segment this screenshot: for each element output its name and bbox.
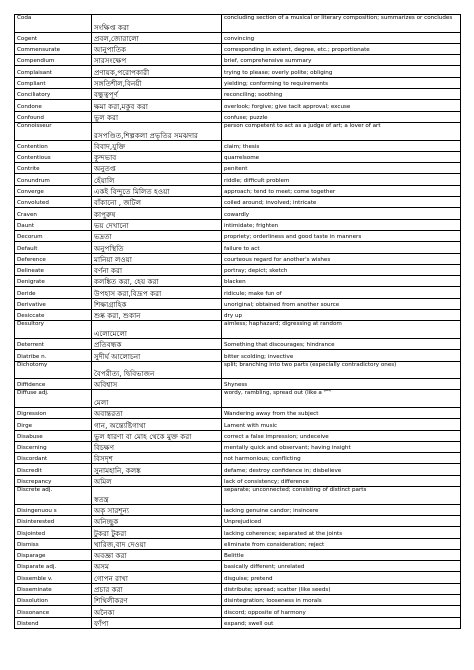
bengali-cell: কাপুরুষ	[92, 208, 222, 219]
word-cell: Default	[15, 242, 92, 253]
meaning-cell	[222, 100, 461, 111]
meaning-cell	[222, 321, 461, 339]
word-cell: Deference	[15, 253, 92, 264]
bengali-cell: ভদ্রতা	[92, 230, 222, 241]
meaning-text: quarrelsome	[224, 155, 260, 162]
table-row	[15, 379, 461, 390]
meaning-text: eliminate from consideration; reject	[224, 541, 325, 548]
word-cell: Discredit	[15, 464, 92, 475]
table-row	[15, 549, 461, 560]
meaning-cell	[222, 151, 461, 162]
meaning-text: basically different; unrelated	[224, 564, 305, 571]
table-row	[15, 163, 461, 174]
meaning-text: discord; opposite of harmony	[224, 609, 306, 616]
meaning-cell	[222, 32, 461, 43]
word-cell: Conundrum	[15, 174, 92, 185]
bengali-cell: ভুল করা	[92, 111, 222, 122]
meaning-text: Shyness	[224, 382, 248, 389]
bengali-cell: শিক্ষাগ্রাহিক	[92, 298, 222, 309]
meaning-cell	[222, 122, 461, 140]
meaning-text: unoriginal; obtained from another source	[224, 302, 340, 309]
meaning-cell	[222, 111, 461, 122]
word-cell: Dirge	[15, 419, 92, 430]
table-row	[15, 230, 461, 241]
meaning-cell	[222, 253, 461, 264]
meaning-cell	[222, 163, 461, 174]
meaning-text: person competent to act as a judge of art; a lover of art	[224, 122, 381, 129]
word-cell: Desiccate	[15, 310, 92, 321]
meaning-cell	[222, 310, 461, 321]
bengali-cell: সুনামহানি, কলঙ্ক	[92, 464, 222, 475]
table-row	[15, 350, 461, 361]
table-row	[15, 441, 461, 452]
word-cell: Contention	[15, 140, 92, 151]
table-row	[15, 77, 461, 88]
meaning-cell	[222, 464, 461, 475]
meaning-cell	[222, 430, 461, 441]
meaning-text: lack of consistency; difference	[224, 479, 309, 486]
bengali-cell: মেলা	[92, 390, 222, 408]
bengali-cell: ভয় দেখানো	[92, 219, 222, 230]
bengali-cell: বিসদৃশ	[92, 453, 222, 464]
meaning-cell	[222, 219, 461, 230]
table-row	[15, 185, 461, 196]
bengali-cell: একই বিন্দুতে মিলিত হওয়া	[92, 185, 222, 196]
bengali-cell: অবজ্ঞা করা	[92, 549, 222, 560]
meaning-text: not harmonious; conflicting	[224, 456, 301, 463]
word-cell: Distend	[15, 617, 92, 628]
table-row	[15, 55, 461, 66]
table-row	[15, 43, 461, 54]
bengali-cell: বর্ণনা করা	[92, 264, 222, 275]
bengali-cell: রসপণ্ডিত,শিল্পকলা প্রভৃতির সমঝদার	[92, 122, 222, 140]
word-cell: Dissonance	[15, 606, 92, 617]
word-cell: Connoisseur	[15, 122, 92, 140]
bengali-cell: গোপন রাখা	[92, 572, 222, 583]
table-row	[15, 32, 461, 43]
bengali-cell: এলোমেলো	[92, 321, 222, 339]
word-cell: Convoluted	[15, 197, 92, 208]
word-cell: Decorum	[15, 230, 92, 241]
word-cell: Dichotomy	[15, 361, 92, 379]
bengali-cell: অনৈক্য	[92, 606, 222, 617]
bengali-cell: বন্ধুত্বপূর্ণ	[92, 89, 222, 100]
word-cell: Cogent	[15, 32, 92, 43]
table-row	[15, 208, 461, 219]
table-row	[15, 111, 461, 122]
word-cell: Disparage	[15, 549, 92, 560]
meaning-superscript: gas)	[323, 389, 332, 393]
table-row	[15, 338, 461, 349]
meaning-cell	[222, 527, 461, 538]
table-row	[15, 515, 461, 526]
bengali-cell: শিথিলীকরণ	[92, 595, 222, 606]
meaning-cell	[222, 407, 461, 418]
meaning-cell	[222, 185, 461, 196]
table-row	[15, 361, 461, 379]
table-row	[15, 583, 461, 594]
meaning-cell	[222, 419, 461, 430]
bengali-cell: অনুতপ্ত	[92, 163, 222, 174]
meaning-text: Wandering away from the subject	[224, 411, 319, 418]
meaning-text: disintegration; looseness in morals	[224, 598, 322, 605]
bengali-cell: অনিচ্ছুক	[92, 515, 222, 526]
table-body	[15, 15, 461, 629]
meaning-text: corresponding in extent, degree, etc.; proportionate	[224, 47, 370, 54]
meaning-cell	[222, 89, 461, 100]
bengali-cell: স্বতন্ত্র	[92, 487, 222, 505]
meaning-text: aimless; haphazard; digressing at random	[224, 321, 342, 328]
meaning-cell	[222, 208, 461, 219]
meaning-text: disguise; pretend	[224, 575, 273, 582]
meaning-cell	[222, 504, 461, 515]
bengali-cell: কুন্দভাব	[92, 151, 222, 162]
table-row	[15, 430, 461, 441]
meaning-cell	[222, 583, 461, 594]
table-row	[15, 538, 461, 549]
meaning-cell	[222, 15, 461, 33]
table-row	[15, 617, 461, 628]
meaning-cell	[222, 561, 461, 572]
meaning-text: convincing	[224, 35, 255, 42]
meaning-text: confuse; puzzle	[224, 114, 268, 121]
word-cell: Contentious	[15, 151, 92, 162]
table-row	[15, 310, 461, 321]
meaning-text: brief, comprehensive summary	[224, 58, 312, 65]
bengali-cell: উপহাস করা,বিদ্রূপ করা	[92, 287, 222, 298]
word-cell: Denigrate	[15, 276, 92, 287]
meaning-text: intimidate; frighten	[224, 222, 279, 229]
word-cell: Discrepancy	[15, 475, 92, 486]
bengali-cell: প্রণায়ক,পরোপকারী	[92, 66, 222, 77]
meaning-text: Belittle	[224, 553, 244, 560]
word-cell: Disingenuou s	[15, 504, 92, 515]
word-cell: Derivative	[15, 298, 92, 309]
word-cell: Deride	[15, 287, 92, 298]
meaning-cell	[222, 390, 461, 408]
meaning-text: Something that discourages; hindrance	[224, 342, 335, 349]
meaning-text: cowardly	[224, 211, 250, 218]
meaning-cell	[222, 174, 461, 185]
word-cell: Digression	[15, 407, 92, 418]
meaning-text: coiled around; involved; intricate	[224, 200, 317, 207]
meaning-cell	[222, 379, 461, 390]
meaning-cell	[222, 441, 461, 452]
meaning-text: separate; unconnected; consisting of distinct parts	[224, 487, 367, 494]
meaning-text: split; branching into two parts (especially contradictory ones)	[224, 361, 397, 368]
table-row	[15, 264, 461, 275]
meaning-text: penitent	[224, 166, 248, 173]
meaning-cell	[222, 197, 461, 208]
table-row	[15, 219, 461, 230]
bengali-cell: প্রবল,জোরালো	[92, 32, 222, 43]
bengali-cell: সঙ্গতিশীল,বিনয়ী	[92, 77, 222, 88]
table-row	[15, 487, 461, 505]
meaning-text: yielding; conforming to requirements	[224, 81, 329, 88]
meaning-cell	[222, 55, 461, 66]
bengali-cell: অসম	[92, 561, 222, 572]
bengali-cell: অবিশ্বাস	[92, 379, 222, 390]
bengali-cell: কলঙ্কিত করা, হেয় করা	[92, 276, 222, 287]
bengali-cell: অবান্তরতা	[92, 407, 222, 418]
word-cell: Desultory	[15, 321, 92, 339]
table-row	[15, 321, 461, 339]
word-cell: Compliant	[15, 77, 92, 88]
vocabulary-table	[14, 14, 461, 629]
meaning-text: Lament with music	[224, 422, 278, 429]
meaning-text: approach; tend to meet; come together	[224, 189, 336, 196]
table-row	[15, 464, 461, 475]
meaning-cell	[222, 43, 461, 54]
word-cell: Commensurate	[15, 43, 92, 54]
bengali-cell: হেঁয়ালি	[92, 174, 222, 185]
bengali-cell: ক্ষমা করা,মকুব করা	[92, 100, 222, 111]
meaning-cell	[222, 487, 461, 505]
bengali-cell: শুষ্ক করা, শুকান	[92, 310, 222, 321]
table-row	[15, 572, 461, 583]
meaning-text: wordy, rambling, spread out (like a	[224, 390, 322, 397]
bengali-cell: মানিয়া লওয়া	[92, 253, 222, 264]
table-row	[15, 453, 461, 464]
meaning-text: lacking coherence; separated at the joints	[224, 530, 343, 537]
meaning-text: mentally quick and observant; having insight	[224, 445, 351, 452]
meaning-cell	[222, 606, 461, 617]
table-row	[15, 407, 461, 418]
meaning-cell	[222, 453, 461, 464]
bengali-cell: ভুল ধারণা বা মোহ থেকে মুক্ত করা	[92, 430, 222, 441]
bengali-cell: খারিজ,বাদ দেওয়া	[92, 538, 222, 549]
word-cell: Craven	[15, 208, 92, 219]
table-row	[15, 140, 461, 151]
meaning-text: courteous regard for another's wishes	[224, 256, 331, 263]
meaning-text: failure to act	[224, 245, 260, 252]
meaning-cell	[222, 338, 461, 349]
bengali-cell: বাঁকানো , জটিল	[92, 197, 222, 208]
meaning-cell	[222, 538, 461, 549]
table-row	[15, 122, 461, 140]
bengali-cell: টুকরা টুকরা	[92, 527, 222, 538]
meaning-text: bitter scolding; invective	[224, 353, 294, 360]
word-cell: Contrite	[15, 163, 92, 174]
word-cell: Diatribe n.	[15, 350, 92, 361]
meaning-text: overlook; forgive; give tacit approval; excuse	[224, 103, 351, 110]
table-row	[15, 100, 461, 111]
table-row	[15, 174, 461, 185]
word-cell: Dissolution	[15, 595, 92, 606]
table-row	[15, 595, 461, 606]
bengali-cell: সুদীর্ঘ আলোচনা	[92, 350, 222, 361]
word-cell: Dismiss	[15, 538, 92, 549]
meaning-cell	[222, 350, 461, 361]
bengali-cell: বিচক্ষণ	[92, 441, 222, 452]
word-cell: Diffuse adj.	[15, 390, 92, 408]
word-cell: Delineate	[15, 264, 92, 275]
word-cell: Disparate adj.	[15, 561, 92, 572]
meaning-cell	[222, 515, 461, 526]
bengali-cell: গান, অন্ত্যেষ্টিগাথা	[92, 419, 222, 430]
word-cell: Discordant	[15, 453, 92, 464]
meaning-text: concluding section of a musical or literary composition; summarizes or concludes	[224, 15, 453, 21]
bengali-cell: অমিল	[92, 475, 222, 486]
table-row	[15, 253, 461, 264]
table-row	[15, 197, 461, 208]
meaning-text: lacking genuine candor; insincere	[224, 507, 319, 514]
bengali-cell: বিবাদ,যুক্তি	[92, 140, 222, 151]
word-cell: Diffidence	[15, 379, 92, 390]
meaning-cell	[222, 298, 461, 309]
bengali-cell: প্রচার করা	[92, 583, 222, 594]
table-row	[15, 561, 461, 572]
word-cell: Disinterested	[15, 515, 92, 526]
meaning-cell	[222, 66, 461, 77]
table-row	[15, 504, 461, 515]
bengali-cell: বৈপরীত্য, দ্বিবিভাজন	[92, 361, 222, 379]
bengali-cell: সারসংক্ষেপ	[92, 55, 222, 66]
bengali-cell: অকৃ সারশূন্য	[92, 504, 222, 515]
meaning-text: Unprejudiced	[224, 519, 262, 526]
table-row	[15, 606, 461, 617]
meaning-text: claim; thesis	[224, 143, 260, 150]
bengali-cell: আনুপাতিক	[92, 43, 222, 54]
meaning-cell	[222, 572, 461, 583]
meaning-cell	[222, 276, 461, 287]
word-cell: Complaisant	[15, 66, 92, 77]
word-cell: Deterrent	[15, 338, 92, 349]
word-cell: Condone	[15, 100, 92, 111]
meaning-text: distribute; spread; scatter (like seeds)	[224, 587, 331, 594]
word-cell: Coda	[15, 15, 92, 33]
table-row	[15, 527, 461, 538]
meaning-cell	[222, 264, 461, 275]
meaning-text: defame; destroy confidence in; disbelieve	[224, 467, 342, 474]
word-cell: Converge	[15, 185, 92, 196]
bengali-cell: প্রতিবন্ধক	[92, 338, 222, 349]
meaning-text: propriety; orderliness and good taste in manners	[224, 234, 362, 241]
meaning-text: portray; depict; sketch	[224, 268, 288, 275]
meaning-cell	[222, 230, 461, 241]
meaning-cell	[222, 361, 461, 379]
meaning-cell	[222, 77, 461, 88]
table-row	[15, 390, 461, 408]
table-row	[15, 89, 461, 100]
meaning-cell	[222, 287, 461, 298]
meaning-text: reconciling; soothing	[224, 92, 283, 99]
meaning-text: correct a false impression; undeceive	[224, 433, 329, 440]
word-cell: Conciliatory	[15, 89, 92, 100]
word-cell: Discerning	[15, 441, 92, 452]
table-row	[15, 276, 461, 287]
meaning-cell	[222, 595, 461, 606]
table-row	[15, 475, 461, 486]
word-cell: Disjointed	[15, 527, 92, 538]
word-cell: Confound	[15, 111, 92, 122]
table-row	[15, 242, 461, 253]
meaning-text: riddle; difficult problem	[224, 177, 290, 184]
meaning-cell	[222, 617, 461, 628]
word-cell: Compendium	[15, 55, 92, 66]
word-cell: Daunt	[15, 219, 92, 230]
table-row	[15, 287, 461, 298]
meaning-text: trying to please; overly polite; obliging	[224, 69, 333, 76]
table-row	[15, 66, 461, 77]
word-cell: Dissemble v.	[15, 572, 92, 583]
table-row	[15, 151, 461, 162]
table-row	[15, 15, 461, 33]
bengali-cell: অনুপস্থিতি	[92, 242, 222, 253]
bengali-cell: সংক্ষিপ্ত করা	[92, 15, 222, 33]
word-cell: Disseminate	[15, 583, 92, 594]
meaning-cell	[222, 475, 461, 486]
table-row	[15, 419, 461, 430]
meaning-text: expand; swell out	[224, 620, 274, 627]
word-cell: Discrete adj.	[15, 487, 92, 505]
meaning-cell	[222, 140, 461, 151]
meaning-text: dry up	[224, 313, 243, 320]
bengali-cell: ফাঁপা	[92, 617, 222, 628]
meaning-text: blacken	[224, 279, 246, 286]
meaning-cell	[222, 549, 461, 560]
meaning-text: ridicule; make fun of	[224, 290, 282, 297]
table-row	[15, 298, 461, 309]
word-cell: Disabuse	[15, 430, 92, 441]
meaning-cell	[222, 242, 461, 253]
